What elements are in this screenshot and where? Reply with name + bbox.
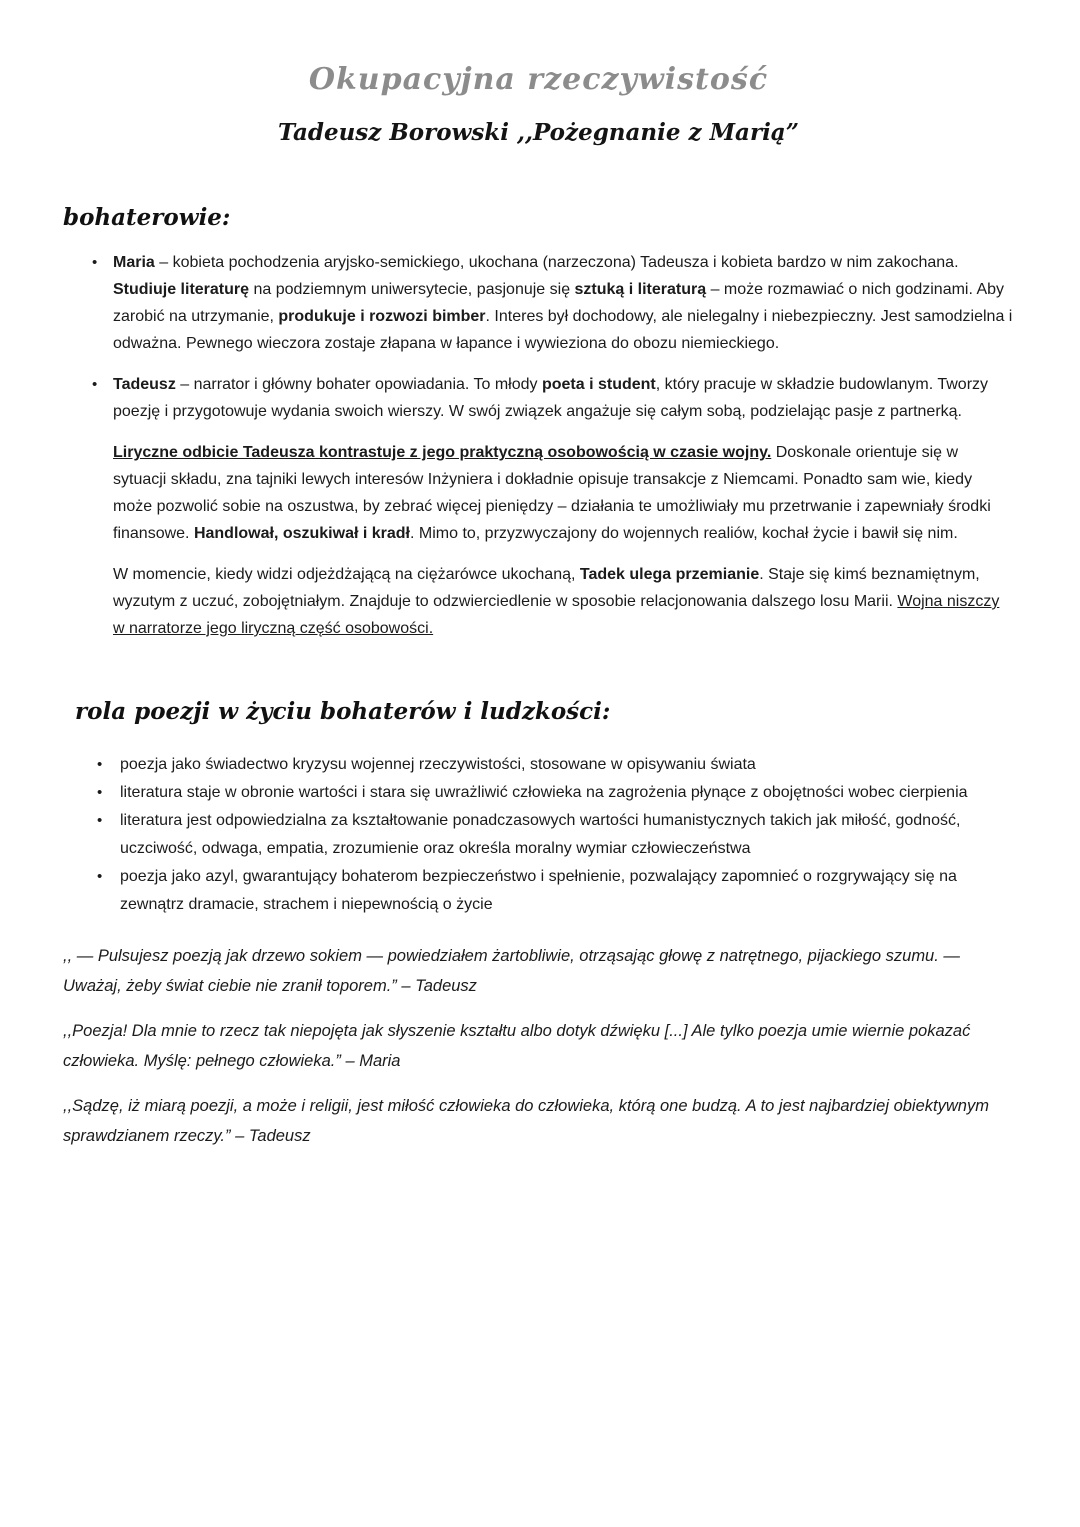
- bullet-icon: •: [97, 756, 103, 773]
- poetry-bullet-text: poezja jako azyl, gwarantujący bohaterom bezpieczeństwo i spełnienie, pozwalający zapomnieć o rozgrywający się na zewnątrz dramacie, strachem i niepewnością o życie: [120, 868, 957, 913]
- tadeusz-war-personality-paragraph: Liryczne odbicie Tadeusza kontrastuje z jego praktyczną osobowością w czasie wojny. Doskonale orientuje się w sytuacji składu, zna tajniki lewych interesów Inżyniera i dokładnie opisuje transakcje z Niemcami. Ponadto sam wie, kiedy może pozwolić sobie na oszustwa, by zebrać więcej pieniędzy – działania te umożliwiały mu przetrwanie i zapewniały środki finansowe. Handlował, oszukiwał i kradł. Mimo to, przyzwyczajony do wojennych realiów, kochał życie i bawił się nim.: [113, 444, 991, 542]
- bullet-icon: •: [92, 254, 98, 271]
- quote-tadeusz-1: ,, — Pulsujesz poezją jak drzewo sokiem — powiedziałem żartobliwie, otrząsając głowę z natrętnego, pijackiego szumu. — Uważaj, żeby świat ciebie nie zranił toporem.” – Tadeusz: [63, 947, 960, 995]
- quotes-section: [63, 941, 1014, 1151]
- tadeusz-description: Tadeusz – narrator i główny bohater opowiadania. To młody poeta i student, który pracuje w składzie budowlanym. Tworzy poezję i przygotowuje wydania swoich wierszy. W swój związek angażuje się całym sobą, podzielając pasje z partnerką.: [113, 376, 989, 420]
- page-title: Okupacyjna rzeczywistość: [308, 62, 769, 97]
- list-item-maria: [63, 249, 1014, 357]
- heroes-list: [63, 249, 1014, 642]
- list-item-tadeusz: [63, 371, 1014, 642]
- tadeusz-transformation-paragraph: W momencie, kiedy widzi odjeżdżającą na ciężarówce ukochaną, Tadek ulega przemianie. Staje się kimś beznamiętnym, wyzutym z uczuć, zobojętniałym. Znajduje to odzwierciedlenie w sposobie relacjonowania dalszego losu Marii. Wojna niszczy w narratorze jego liryczną część osobowości.: [113, 566, 1000, 637]
- list-item-poetry-asylum: [63, 863, 1014, 919]
- poetry-list: [63, 751, 1014, 919]
- section-heading-poetry: rola poezji w życiu bohaterów i ludzkości:: [75, 698, 611, 725]
- bullet-icon: •: [92, 376, 98, 393]
- bullet-icon: •: [97, 784, 103, 801]
- bullet-icon: •: [97, 812, 103, 829]
- maria-description: Maria – kobieta pochodzenia aryjsko-semickiego, ukochana (narzeczona) Tadeusza i kobieta bardzo w nim zakochana. Studiuje literaturę na podziemnym uniwersytecie, pasjonuje się sztuką i literaturą – może rozmawiać o nich godzinami. Aby zarobić na utrzymanie, produkuje i rozwozi bimber. Interes był dochodowy, ale nielegalny i niebezpieczny. Jest samodzielna i odważna. Pewnego wieczora zostaje złapana w łapance i wywieziona do obozu niemieckiego.: [113, 254, 1013, 352]
- section-heading-heroes: bohaterowie:: [63, 204, 231, 231]
- list-item-literature-defense: [63, 779, 1014, 807]
- bullet-icon: •: [97, 868, 103, 885]
- list-item-literature-values: [63, 807, 1014, 863]
- page-subtitle: Tadeusz Borowski ,,Pożegnanie z Marią”: [278, 119, 799, 146]
- poetry-bullet-text: literatura staje w obronie wartości i stara się uwrażliwić człowieka na zagrożenia płynące z obojętności wobec cierpienia: [120, 784, 968, 801]
- tadeusz-content: [113, 371, 1014, 642]
- poetry-bullet-text: poezja jako świadectwo kryzysu wojennej rzeczywistości, stosowane w opisywaniu świata: [120, 756, 756, 773]
- list-item-poetry-testimony: [63, 751, 1014, 779]
- poetry-bullet-text: literatura jest odpowiedzialna za kształtowanie ponadczasowych wartości humanistycznych takich jak miłość, godność, uczciwość, odwaga, empatia, zrozumienie oraz określa moralny wymiar człowieczeństwa: [120, 812, 961, 857]
- quote-maria: ,,Poezja! Dla mnie to rzecz tak niepojęta jak słyszenie kształtu albo dotyk dźwięku [...] Ale tylko poezja umie wiernie pokazać człowieka. Myślę: pełnego człowieka.” – Maria: [63, 1022, 971, 1070]
- quote-tadeusz-2: ,,Sądzę, iż miarą poezji, a może i religii, jest miłość człowieka do człowieka, którą one budzą. A to jest najbardziej obiektywnym sprawdzianem rzeczy.” – Tadeusz: [63, 1097, 989, 1145]
